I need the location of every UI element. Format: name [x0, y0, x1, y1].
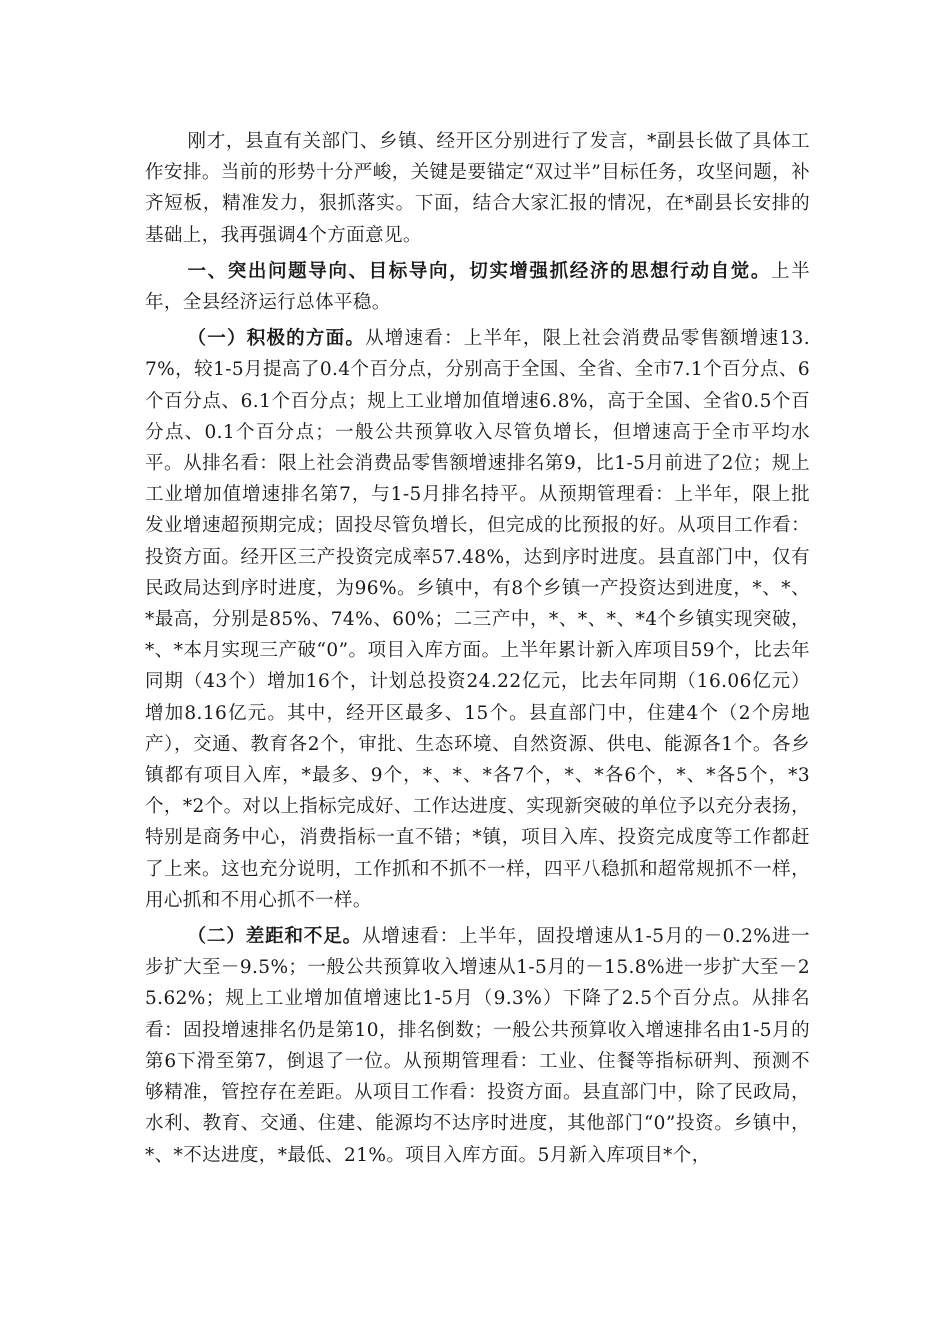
paragraph-text: 从增速看：上半年，限上社会消费品零售额增速13.7%，较1-5月提高了0.4个百分点，分别高于全国、全省、全市7.1个百分点、6个百分点、6.1个百分点；规上工业增加值增速6.8%，高于全国、全省0.5个百分点、0.1个百分点；一般公共预算收入尽管负增长，但增速高于全市平均水平。从排名看：限上社会消费品零售额增速排名第9，比1-5月前进了2位；规上工业增加值增速排名第7，与1-5月排名持平。从预期管理看：上半年，限上批发业增速超预期完成；固投尽管负增长，但完成的比预报的好。从项目工作看：投资方面。经开区三产投资完成率57.48%，达到序时进度。县直部门中，仅有民政局达到序时进度，为96%。乡镇中，有8个乡镇一产投资达到进度，*、*、*最高，分别是85%、74%、60%；二三产中，*、*、*、*4个乡镇实现突破，*、*本月实现三产破“0”。项目入库方面。上半年累计新入库项目59个，比去年同期（43个）增加16个，计划总投资24.22亿元，比去年同期（16.06亿元）增加8.16亿元。其中，经开区最多、15个。县直部门中，住建4个（2个房地产），交通、教育各2个，审批、生态环境、自然资源、供电、能源各1个。各乡镇都有项目入库，*最多、9个，*、*、*各7个，*、*各6个，*、*各5个，*3个，*2个。对以上指标完成好、工作达进度、实现新突破的单位予以充分表扬，特别是商务中心，消费指标一直不错；*镇，项目入库、投资完成度等工作都赶了上来。这也充分说明，工作抓和不抓不一样，四平八稳抓和超常规抓不一样，用心抓和不用心抓不一样。: [145, 328, 810, 911]
subheading-gaps: （二）差距和不足。: [187, 926, 363, 948]
subheading-positive: （一）积极的方面。: [187, 328, 366, 350]
paragraph-text: 上半年，全县经济运行总体平稳。: [145, 260, 810, 314]
paragraph-text: 刚才，县直有关部门、乡镇、经开区分别进行了发言，*副县长做了具体工作安排。当前的形势十分严峻，关键是要锚定“双过半”目标任务，攻坚问题，补齐短板，精准发力，狠抓落实。下面，结合大家汇报的情况，在*副县长安排的基础上，我再强调4个方面意见。: [145, 131, 810, 246]
section-heading-lead: 一、突出问题导向、目标导向，切实增强抓经济的思想行动自觉。: [187, 260, 771, 282]
paragraph-text: 从增速看：上半年，固投增速从1-5月的－0.2%进一步扩大至－9.5%；一般公共预算收入增速从1-5月的－15.8%进一步扩大至－25.62%；规上工业增加值增速比1-5月（9.3%）下降了2.5个百分点。从排名看：固投增速排名仍是第10，排名倒数；一般公共预算收入增速排名由1-5月的第6下滑至第7，倒退了一位。从预期管理看：工业、住餐等指标研判、预测不够精准，管控存在差距。从项目工作看：投资方面。县直部门中，除了民政局，水利、教育、交通、住建、能源均不达序时进度，其他部门“0”投资。乡镇中，*、*不达进度，*最低、21%。项目入库方面。5月新入库项目*个，: [145, 926, 810, 1166]
paragraph-intro: [145, 126, 810, 251]
paragraph-positive-aspects: [145, 323, 810, 916]
document-body: [145, 126, 810, 1176]
paragraph-gaps: [145, 921, 810, 1171]
section-heading-one: [145, 256, 810, 318]
